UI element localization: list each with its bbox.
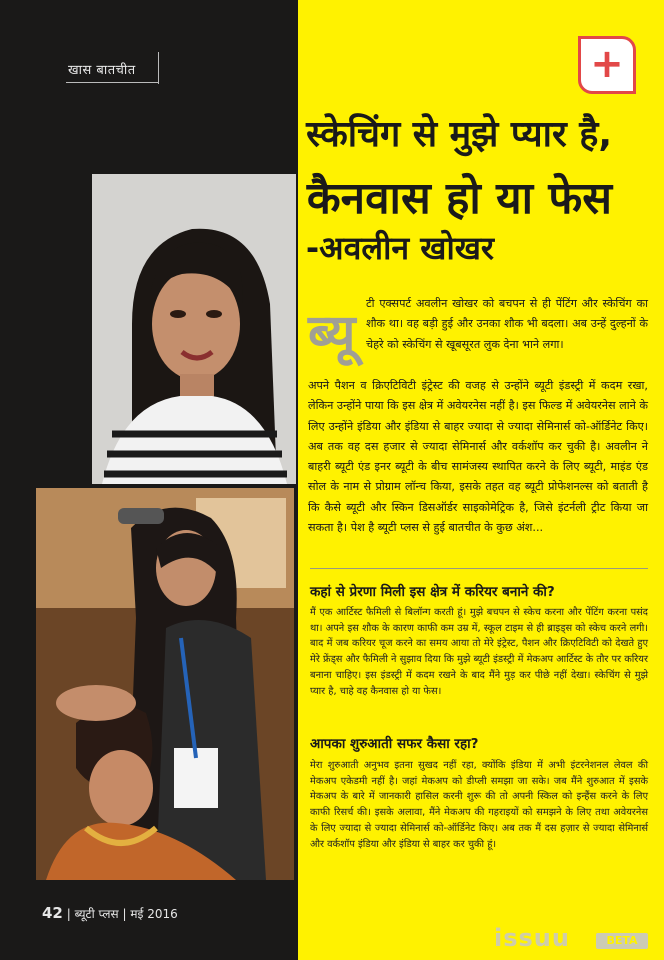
- intro-paragraph-start: टी एक्सपर्ट अवलीन खोखर को बचपन से ही पेंटिंग और स्केचिंग का शौक था। वह बड़ी हुई और उनका शौक भी बदला। अब उन्हें दुल्हनों के चेहरे को स्केचिंग से खूबसूरत लुक देना भाने लगा।: [366, 297, 648, 351]
- makeup-action-photo: [36, 488, 294, 880]
- section-divider: [310, 568, 648, 569]
- plus-icon: +: [590, 41, 624, 87]
- headline-byline: -अवलीन खोखर: [305, 229, 494, 267]
- section-tag-divider: [158, 52, 159, 84]
- beta-badge: BETA: [596, 933, 648, 949]
- section-tag: खास बातचीत: [68, 63, 136, 78]
- headline-line-2: कैनवास हो या फेस: [306, 173, 612, 224]
- page-number: 42: [42, 904, 63, 922]
- issue-date: मई 2016: [130, 907, 178, 921]
- answer-paragraph: मैं एक आर्टिस्ट फैमिली से बिलॉन्ग करती हूं। मुझे बचपन से स्केच करना और पेंटिंग करना पसंद था। अपने इस शौक के कारण काफी कम उम्र में, स्कूल टाइम से ही ब्राइड्स को स्केच करने लगी। बाद में जब करियर चूज करने का समय आया तो मेरे इंट्रेस्ट, पैशन और क्रिएटिविटी को देखते हुए मेरे फ्रेंड्स और फैमिली ने सुझाव दिया कि मुझे ब्यूटी इंडस्ट्री में मेकअप आर्टिस्ट के तौर पर करियर बनाना चाहिए। इस इंडस्ट्री में कदम रखने के बाद मैंने मुड़ कर पीछे नहीं देखा। स्केचिंग से मुझे प्यार है, चाहे वह कैनवास हो या फेस।: [310, 607, 648, 697]
- section-tag-underline: [66, 82, 158, 83]
- plus-badge: [578, 36, 636, 94]
- intro-paragraph-rest: अपने पैशन व क्रिएटिविटी इंट्रेस्ट की वजह से उन्होंने ब्यूटी इंडस्ट्री में कदम रखा, लेकिन उन्होंने पाया कि इस क्षेत्र में अवेयरनेस नहीं है। इस फिल्ड में अवेयरनेस लाने के लिए उन्होंने इंडिया और इंडिया से बाहर ज्यादा से ज्यादा सेमिनार्स को-ऑर्डिनेट किए। अब तक वह दस हजार से ज्यादा सेमिनार्स और वर्कशॉप कर चुकी है। अवलीन ने बाहरी ब्यूटी एंड इनर ब्यूटी के बीच सामंजस्य स्थापित करने के लिए ब्यूटी, माइंड एंड सोल के नाम से प्रोग्राम लॉन्च किया, इसके तहत वह ब्यूटी प्रोफेशनल्स को बताती है कि कैसे ब्यूटी और स्किन डिसऑर्डर साइकोमेट्रिक है, जिसे इंटर्नली ट्रीट किया जा सकता है। पेश है ब्यूटी प्लस से हुई बातचीत के कुछ अंश...: [308, 379, 648, 535]
- issuu-watermark: issuu: [494, 924, 570, 952]
- headline-line-1: स्केचिंग से मुझे प्यार है,: [306, 114, 612, 155]
- footer-separator: |: [66, 907, 75, 921]
- footer-separator: |: [122, 907, 131, 921]
- answer-paragraph: मेरा शुरुआती अनुभव इतना सुखद नहीं रहा, क्योंकि इंडिया में अभी इंटरनेशनल लेवल की मेकअप एकेडमी नहीं है। जहां मेकअप को डीप्ली समझा जा सके। जब मैंने शुरुआत में इसके मेकअप के बारे में जानकारी हासिल करनी शुरू की तो अपनी स्किल को इन्हैंस करने के लिए काफी रिसर्च की। इसके अलावा, मैंने मेकअप की गहराइयों को समझने के लिए तथा अवेयरनेस के लिए ज्यादा से ज्यादा सेमिनार्स को-ऑर्डिनेट किए। अब तक मैं दस हज़ार से ज्यादा सेमिनार्स और वर्कशॉप इंडिया और इंडिया से बाहर कर चुकी हूं।: [310, 760, 648, 850]
- magazine-name: ब्यूटी प्लस: [74, 907, 119, 921]
- drop-cap: ब्यू: [308, 304, 356, 364]
- question-heading: कहां से प्रेरणा मिली इस क्षेत्र में करियर बनाने की?: [310, 584, 555, 600]
- page-footer: [42, 904, 178, 922]
- question-heading: आपका शुरुआती सफर कैसा रहा?: [310, 736, 479, 752]
- portrait-photo: [92, 174, 296, 484]
